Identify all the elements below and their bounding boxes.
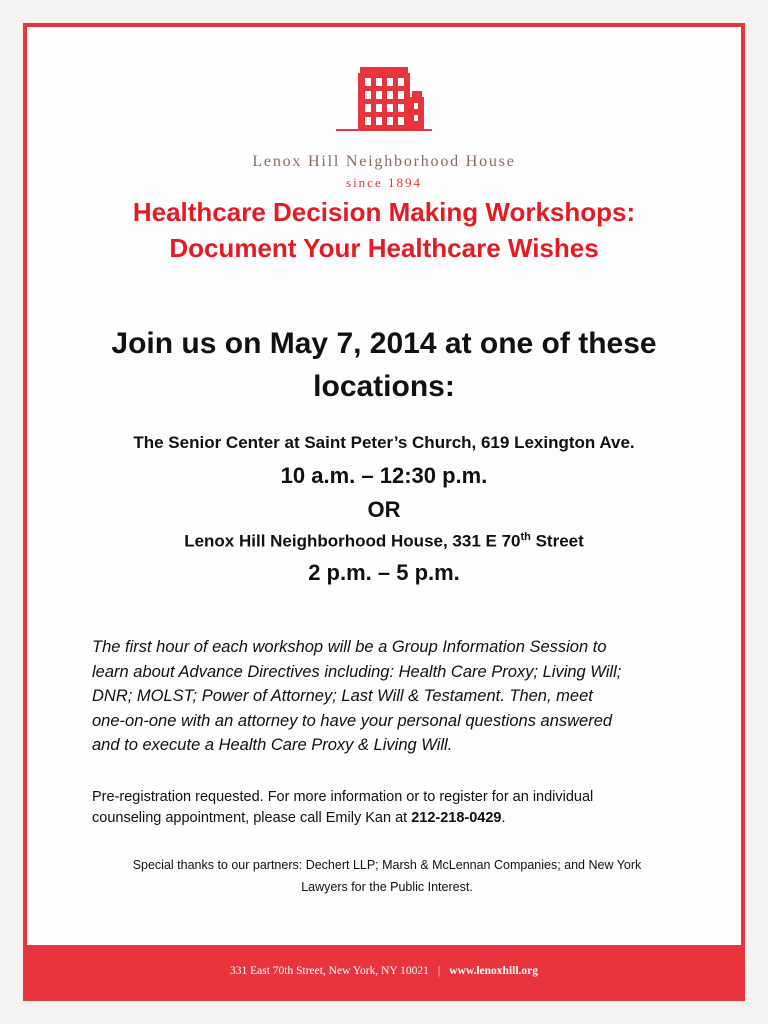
headline: [27, 194, 741, 266]
registration-info: [92, 787, 722, 829]
location-2-sup: th: [520, 531, 531, 543]
footer-separator: |: [437, 965, 441, 977]
location-2-time: 2 p.m. – 5 p.m.: [308, 560, 460, 585]
location-1: The Senior Center at Saint Peter’s Church, 619 Lexington Ave.: [133, 433, 635, 452]
location-1-time: 10 a.m. – 12:30 p.m.: [280, 463, 488, 488]
location-2-prefix: Lenox Hill Neighborhood House, 331 E 70: [184, 531, 521, 551]
footer-address: 331 East 70th Street, New York, NY 10021: [229, 965, 429, 977]
website-link[interactable]: www.lenoxhill.org: [449, 965, 539, 977]
or-separator: OR: [367, 497, 401, 522]
registration-period: .: [501, 810, 506, 826]
partner-thanks: [97, 854, 677, 898]
workshop-description: [92, 635, 722, 758]
thanks-line-2: Lawyers for the Public Interest.: [301, 880, 473, 894]
org-name-text: Lenox Hill Neighborhood House: [252, 153, 516, 170]
description-line: The first hour of each workshop will be a Group Information Session to: [92, 638, 607, 656]
thanks-line-1: Special thanks to our partners: Dechert LLP; Marsh & McLennan Companies; and New York: [132, 858, 642, 872]
description-line: learn about Advance Directives including: Health Care Proxy; Living Will;: [92, 662, 622, 681]
registration-text: counseling appointment, please call Emily Kan at: [92, 810, 412, 826]
join-heading: [27, 322, 741, 408]
flyer: [23, 23, 745, 1001]
registration-line-1: Pre-registration requested. For more information or to register for an individual: [92, 789, 594, 805]
footer-bar: [27, 945, 741, 997]
building-icon: [332, 67, 436, 141]
headline-line-1: Healthcare Decision Making Workshops:: [132, 197, 636, 227]
description-line: DNR; MOLST; Power of Attorney; Last Will & Testament. Then, meet: [92, 687, 593, 705]
location-2-suffix: Street: [530, 531, 584, 551]
organization-name: [27, 153, 741, 171]
join-line-1: Join us on May 7, 2014 at one of these: [111, 327, 657, 360]
location-2: [27, 531, 741, 552]
registration-line-2: [92, 808, 722, 829]
since-label: since 1894: [346, 175, 422, 190]
phone-number[interactable]: 212-218-0429: [411, 810, 502, 826]
description-line: and to execute a Health Care Proxy & Living Will.: [92, 736, 453, 754]
description-line: one-on-one with an attorney to have your personal questions answered: [92, 711, 613, 730]
join-line-2: locations:: [313, 370, 455, 403]
headline-line-2: Document Your Healthcare Wishes: [169, 233, 599, 263]
logo-block: [27, 67, 741, 191]
